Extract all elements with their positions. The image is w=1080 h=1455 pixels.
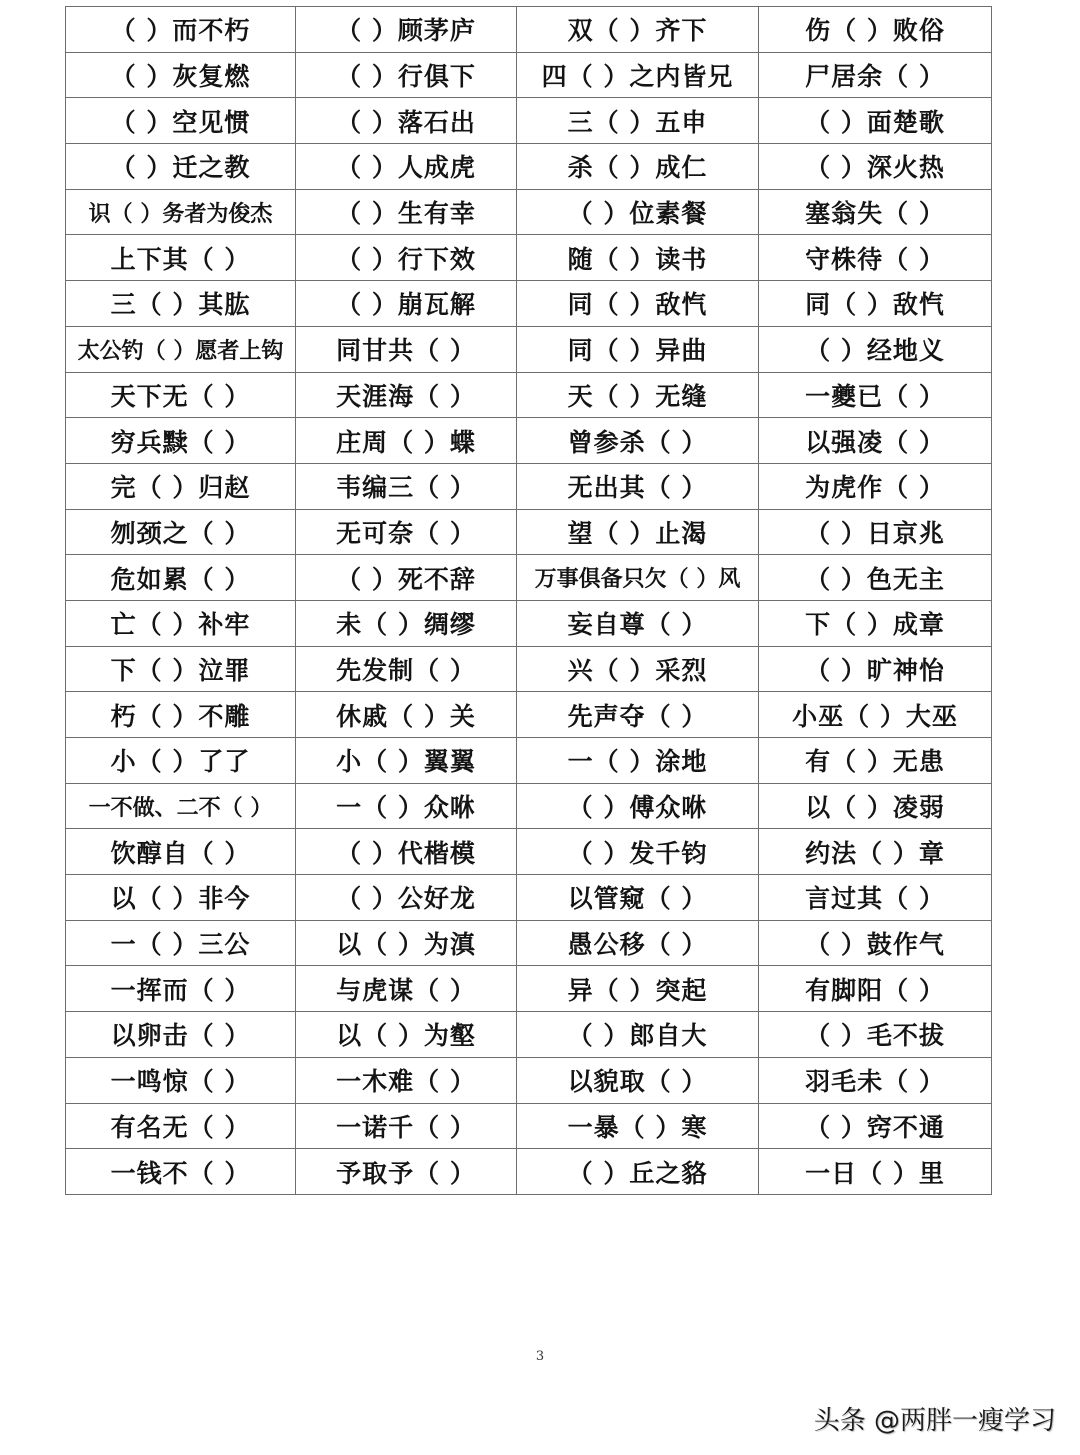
idiom-cell: （ ）傅众咻	[517, 783, 759, 829]
idiom-cell: 以貌取（ ）	[517, 1057, 759, 1103]
table-row	[66, 600, 992, 646]
idiom-cell: 一不做、二不（ ）	[66, 783, 296, 829]
idiom-cell: （ ）行下效	[296, 235, 517, 281]
idiom-cell: 小巫（ ）大巫	[759, 692, 992, 738]
idiom-cell: 小（ ）翼翼	[296, 738, 517, 784]
idiom-fill-in-table	[65, 6, 992, 1195]
table-row	[66, 189, 992, 235]
idiom-cell: 言过其（ ）	[759, 875, 992, 921]
idiom-cell: （ ）色无主	[759, 555, 992, 601]
table-row	[66, 738, 992, 784]
idiom-cell: 以（ ）为壑	[296, 1012, 517, 1058]
table-row	[66, 144, 992, 190]
table-row	[66, 1012, 992, 1058]
idiom-cell: 约法（ ）章	[759, 829, 992, 875]
table-row	[66, 372, 992, 418]
idiom-cell: 以（ ）为滇	[296, 920, 517, 966]
idiom-cell: （ ）丘之貉	[517, 1149, 759, 1195]
idiom-cell: （ ）旷神怡	[759, 646, 992, 692]
table-row	[66, 235, 992, 281]
idiom-cell: 异（ ）突起	[517, 966, 759, 1012]
idiom-cell: 与虎谋（ ）	[296, 966, 517, 1012]
idiom-cell: 一（ ）众咻	[296, 783, 517, 829]
idiom-cell: 曾参杀（ ）	[517, 418, 759, 464]
idiom-cell: 天涯海（ ）	[296, 372, 517, 418]
idiom-cell: 天（ ）无缝	[517, 372, 759, 418]
idiom-cell: （ ）发千钧	[517, 829, 759, 875]
idiom-cell: 守株待（ ）	[759, 235, 992, 281]
idiom-cell: （ ）毛不拔	[759, 1012, 992, 1058]
idiom-cell: 羽毛未（ ）	[759, 1057, 992, 1103]
table-row	[66, 463, 992, 509]
idiom-cell: （ ）郎自大	[517, 1012, 759, 1058]
idiom-cell: （ ）行俱下	[296, 52, 517, 98]
idiom-cell: 危如累（ ）	[66, 555, 296, 601]
idiom-cell: 未（ ）绸缪	[296, 600, 517, 646]
watermark: 头条 @两胖一瘦学习	[813, 1406, 1056, 1436]
idiom-cell: （ ）顾茅庐	[296, 7, 517, 53]
idiom-cell: 休戚（ ）关	[296, 692, 517, 738]
idiom-cell: （ ）经地义	[759, 326, 992, 372]
idiom-cell: 无出其（ ）	[517, 463, 759, 509]
idiom-cell: 望（ ）止渴	[517, 509, 759, 555]
table-row	[66, 509, 992, 555]
table-row	[66, 52, 992, 98]
idiom-cell: 愚公移（ ）	[517, 920, 759, 966]
idiom-cell: 先发制（ ）	[296, 646, 517, 692]
idiom-cell: 兴（ ）采烈	[517, 646, 759, 692]
idiom-cell: （ ）崩瓦解	[296, 281, 517, 327]
idiom-cell: 随（ ）读书	[517, 235, 759, 281]
idiom-cell: 无可奈（ ）	[296, 509, 517, 555]
idiom-cell: 同甘共（ ）	[296, 326, 517, 372]
table-row	[66, 7, 992, 53]
idiom-cell: 饮醇自（ ）	[66, 829, 296, 875]
idiom-cell: 韦编三（ ）	[296, 463, 517, 509]
idiom-cell: 一暴（ ）寒	[517, 1103, 759, 1149]
idiom-cell: 以管窥（ ）	[517, 875, 759, 921]
idiom-cell: （ ）鼓作气	[759, 920, 992, 966]
idiom-cell: 同（ ）敌忾	[759, 281, 992, 327]
idiom-cell: 以（ ）凌弱	[759, 783, 992, 829]
idiom-cell: 万事俱备只欠（ ）风	[517, 555, 759, 601]
idiom-cell: 完（ ）归赵	[66, 463, 296, 509]
idiom-cell: （ ）灰复燃	[66, 52, 296, 98]
idiom-cell: 双（ ）齐下	[517, 7, 759, 53]
idiom-cell: 穷兵黩（ ）	[66, 418, 296, 464]
idiom-cell: 一诺千（ ）	[296, 1103, 517, 1149]
idiom-cell: （ ）日京兆	[759, 509, 992, 555]
idiom-cell: 伤（ ）败俗	[759, 7, 992, 53]
idiom-cell: 一日（ ）里	[759, 1149, 992, 1195]
table-row	[66, 555, 992, 601]
idiom-cell: （ ）公好龙	[296, 875, 517, 921]
idiom-cell: （ ）深火热	[759, 144, 992, 190]
idiom-cell: 同（ ）异曲	[517, 326, 759, 372]
idiom-cell: 一夔已（ ）	[759, 372, 992, 418]
idiom-cell: 塞翁失（ ）	[759, 189, 992, 235]
idiom-cell: （ ）位素餐	[517, 189, 759, 235]
idiom-cell: 上下其（ ）	[66, 235, 296, 281]
idiom-cell: 有脚阳（ ）	[759, 966, 992, 1012]
idiom-cell: 刎颈之（ ）	[66, 509, 296, 555]
idiom-cell: 天下无（ ）	[66, 372, 296, 418]
table-row	[66, 966, 992, 1012]
idiom-cell: 三（ ）其肱	[66, 281, 296, 327]
idiom-cell: 予取予（ ）	[296, 1149, 517, 1195]
idiom-cell: 为虎作（ ）	[759, 463, 992, 509]
idiom-cell: 一钱不（ ）	[66, 1149, 296, 1195]
table-row	[66, 692, 992, 738]
idiom-cell: 一（ ）涂地	[517, 738, 759, 784]
idiom-cell: 太公钓（ ）愿者上钩	[66, 326, 296, 372]
idiom-cell: 庄周（ ）蝶	[296, 418, 517, 464]
idiom-cell: 朽（ ）不雕	[66, 692, 296, 738]
idiom-cell: （ ）而不朽	[66, 7, 296, 53]
idiom-cell: 有（ ）无患	[759, 738, 992, 784]
idiom-cell: 妄自尊（ ）	[517, 600, 759, 646]
idiom-cell: （ ）人成虎	[296, 144, 517, 190]
idiom-cell: （ ）生有幸	[296, 189, 517, 235]
idiom-cell: （ ）窍不通	[759, 1103, 992, 1149]
idiom-cell: 同（ ）敌忾	[517, 281, 759, 327]
idiom-cell: 以强凌（ ）	[759, 418, 992, 464]
table-row	[66, 98, 992, 144]
table-row	[66, 875, 992, 921]
idiom-cell: 小（ ）了了	[66, 738, 296, 784]
idiom-cell: 四（ ）之内皆兄	[517, 52, 759, 98]
idiom-cell: 三（ ）五申	[517, 98, 759, 144]
table-row	[66, 1057, 992, 1103]
idiom-table-body	[66, 7, 992, 1195]
table-row	[66, 1103, 992, 1149]
idiom-cell: 亡（ ）补牢	[66, 600, 296, 646]
table-row	[66, 829, 992, 875]
idiom-cell: 下（ ）成章	[759, 600, 992, 646]
idiom-cell: 一鸣惊（ ）	[66, 1057, 296, 1103]
idiom-cell: （ ）落石出	[296, 98, 517, 144]
idiom-cell: 一（ ）三公	[66, 920, 296, 966]
idiom-cell: 识（ ）务者为俊杰	[66, 189, 296, 235]
table-row	[66, 783, 992, 829]
idiom-cell: 以（ ）非今	[66, 875, 296, 921]
idiom-cell: 以卵击（ ）	[66, 1012, 296, 1058]
idiom-cell: 杀（ ）成仁	[517, 144, 759, 190]
idiom-cell: 先声夺（ ）	[517, 692, 759, 738]
idiom-cell: 一挥而（ ）	[66, 966, 296, 1012]
page-number: 3	[535, 1349, 545, 1364]
idiom-cell: （ ）面楚歌	[759, 98, 992, 144]
table-row	[66, 1149, 992, 1195]
idiom-cell: （ ）死不辞	[296, 555, 517, 601]
idiom-cell: （ ）迁之教	[66, 144, 296, 190]
idiom-cell: 下（ ）泣罪	[66, 646, 296, 692]
table-row	[66, 326, 992, 372]
table-row	[66, 281, 992, 327]
idiom-cell: 有名无（ ）	[66, 1103, 296, 1149]
idiom-cell: 尸居余（ ）	[759, 52, 992, 98]
idiom-cell: （ ）空见惯	[66, 98, 296, 144]
table-row	[66, 920, 992, 966]
table-row	[66, 646, 992, 692]
idiom-cell: 一木难（ ）	[296, 1057, 517, 1103]
idiom-cell: （ ）代楷模	[296, 829, 517, 875]
table-row	[66, 418, 992, 464]
